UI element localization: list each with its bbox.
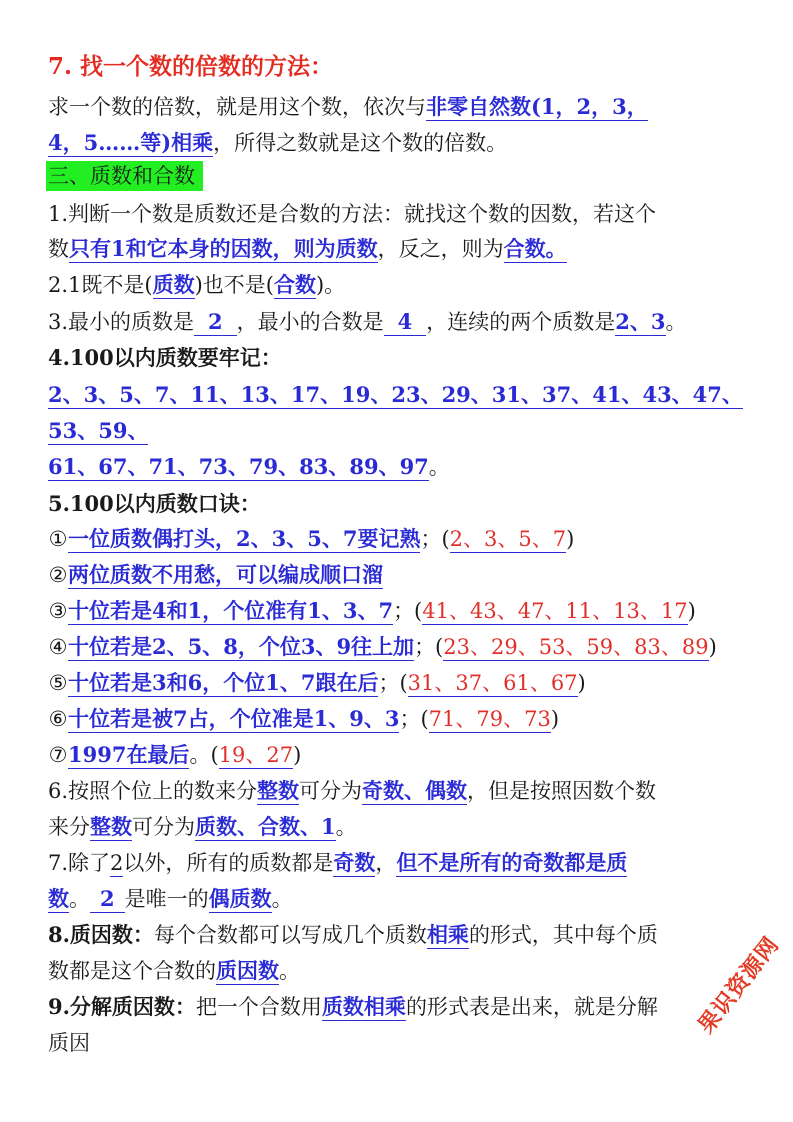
paragraph-line: 求一个数的倍数，就是用这个数，依次与非零自然数(1，2，3，: [48, 94, 648, 119]
paragraph-line: 质因: [48, 1031, 90, 1055]
paragraph-line: 4，5……等)相乘，所得之数就是这个数的倍数。: [48, 130, 508, 155]
primes-row: 53、59、: [48, 418, 149, 443]
paragraph-line: 数只有1和它本身的因数，则为质数，反之，则为合数。: [48, 236, 567, 261]
paragraph-line: 6.按照个位上的数来分整数可分为奇数、偶数，但是按照因数个数: [48, 778, 657, 803]
answer-blank: 合数: [273, 272, 316, 297]
section-title-5: 5.100以内质数口诀：: [48, 491, 261, 516]
mnemonic-item: ⑦1997在最后。(19、27): [48, 742, 302, 767]
paragraph-line: 来分整数可分为质数、合数、1。: [48, 814, 357, 839]
paragraph-line: 8.质因数：每个合数都可以写成几个质数相乘的形式，其中每个质: [48, 922, 658, 947]
emphasis-text: 只有1和它本身的因数，则为质数: [69, 236, 378, 261]
paragraph-line: 1.判断一个数是质数还是合数的方法：就找这个数的因数，若这个: [48, 202, 657, 226]
mnemonic-item: ⑥十位若是被7占，个位准是1、9、3；(71、79、73): [48, 706, 560, 731]
answer-blank: 质数: [152, 272, 195, 297]
mnemonic-item: ④十位若是2、5、8，个位3、9往上加；(23、29、53、59、83、89): [48, 634, 717, 659]
mnemonic-item: ③十位若是4和1，个位准有1、3、7；(41、43、47、11、13、17): [48, 598, 696, 623]
answer-blank: 2: [194, 309, 237, 336]
paragraph-line: 3.最小的质数是 2 ，最小的合数是 4 ，连续的两个质数是2、3。: [48, 309, 687, 334]
paragraph-line: 2.1既不是(质数)也不是(合数)。: [48, 272, 346, 297]
paragraph-line: 数都是这个合数的质因数。: [48, 958, 300, 983]
emphasis-text: 4，5……等)相乘: [48, 130, 214, 155]
answer-blank: 2、3: [615, 309, 666, 334]
primes-row: 61、67、71、73、79、83、89、97。: [48, 454, 450, 479]
answer-blank: 4: [384, 309, 427, 336]
primes-row: 2、3、5、7、11、13、17、19、23、29、31、37、41、43、47、: [48, 382, 743, 407]
section-title-4: 4.100以内质数要牢记：: [48, 345, 282, 370]
mnemonic-item: ⑤十位若是3和6，个位1、7跟在后；(31、37、61、67): [48, 670, 586, 695]
paragraph-line: 9.分解质因数：把一个合数用质数相乘的形式表是出来，就是分解: [48, 994, 658, 1019]
paragraph-line: 7.除了2以外，所有的质数都是奇数，但不是所有的奇数都是质: [48, 850, 628, 875]
emphasis-text: 合数。: [503, 236, 567, 261]
section-heading: 三、质数和合数: [46, 161, 203, 191]
section-title-7: 7. 找一个数的倍数的方法：: [48, 53, 334, 80]
mnemonic-item: ②两位质数不用愁，可以编成顺口溜: [48, 562, 383, 587]
emphasis-text: 非零自然数(1，2，3，: [426, 94, 648, 119]
watermark-logo: 果识资源网: [693, 932, 785, 1039]
paragraph-line: 数。 2 是唯一的偶质数。: [48, 886, 293, 911]
mnemonic-item: ①一位质数偶打头，2、3、5、7要记熟；(2、3、5、7): [48, 526, 575, 551]
